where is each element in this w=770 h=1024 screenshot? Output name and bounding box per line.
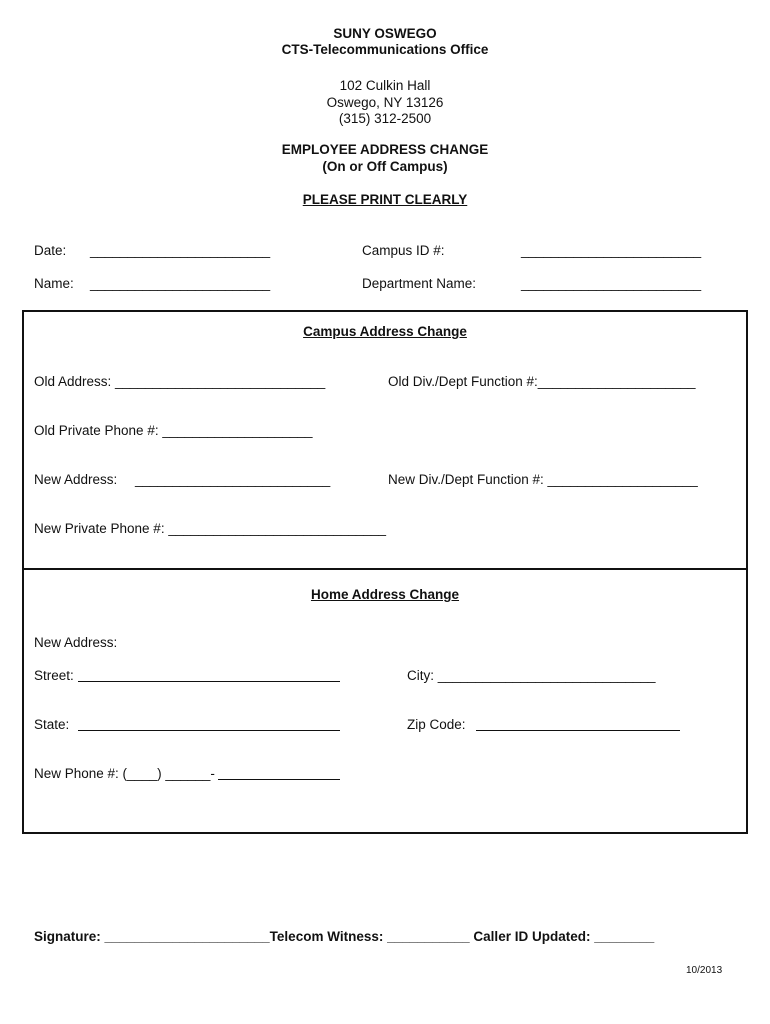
signature-witness-caller-id-line[interactable]: Signature: ______________________Telecom Witness: ___________ Caller ID Updated: ________ xyxy=(34,929,655,944)
campus-id-field[interactable]: ________________________ xyxy=(521,243,702,258)
office-name: CTS-Telecommunications Office xyxy=(281,42,489,57)
old-div-dept-field[interactable]: Old Div./Dept Function #:_____________________ xyxy=(388,374,696,389)
state-label: State: xyxy=(34,717,70,732)
street-field[interactable] xyxy=(78,681,340,682)
form-title: EMPLOYEE ADDRESS CHANGE xyxy=(281,142,489,157)
new-private-phone-field[interactable]: New Private Phone #: _____________________________ xyxy=(34,521,387,536)
name-field[interactable]: ________________________ xyxy=(90,276,271,291)
new-address-field[interactable]: __________________________ xyxy=(135,472,331,487)
print-instruction: PLEASE PRINT CLEARLY xyxy=(302,192,468,207)
date-label: Date: xyxy=(34,243,67,258)
campus-section-title: Campus Address Change xyxy=(303,324,467,339)
zip-code-label: Zip Code: xyxy=(407,717,466,732)
address-line-1: 102 Culkin Hall xyxy=(339,78,431,93)
campus-id-label: Campus ID #: xyxy=(362,243,445,258)
name-label: Name: xyxy=(34,276,74,291)
old-address-field[interactable]: Old Address: ____________________________ xyxy=(34,374,326,389)
date-field[interactable]: ________________________ xyxy=(90,243,271,258)
old-private-phone-field[interactable]: Old Private Phone #: ____________________ xyxy=(34,423,313,438)
new-div-dept-field[interactable]: New Div./Dept Function #: ____________________ xyxy=(388,472,698,487)
street-label: Street: xyxy=(34,668,74,683)
form-subtitle: (On or Off Campus) xyxy=(322,159,448,174)
new-phone-line-field[interactable] xyxy=(218,779,340,780)
new-address-label: New Address: xyxy=(34,472,118,487)
zip-code-field[interactable] xyxy=(476,730,680,731)
city-field[interactable]: City: _____________________________ xyxy=(407,668,656,683)
new-phone-label[interactable]: New Phone #: (____) ______- xyxy=(34,766,215,781)
office-phone: (315) 312-2500 xyxy=(338,111,432,126)
department-field[interactable]: ________________________ xyxy=(521,276,702,291)
home-section-title: Home Address Change xyxy=(310,587,460,602)
home-address-section xyxy=(22,568,748,834)
home-new-address-label: New Address: xyxy=(34,635,118,650)
department-label: Department Name: xyxy=(362,276,477,291)
address-line-2: Oswego, NY 13126 xyxy=(326,95,444,110)
form-version: 10/2013 xyxy=(686,965,723,976)
state-field[interactable] xyxy=(78,730,340,731)
org-name: SUNY OSWEGO xyxy=(333,26,437,41)
